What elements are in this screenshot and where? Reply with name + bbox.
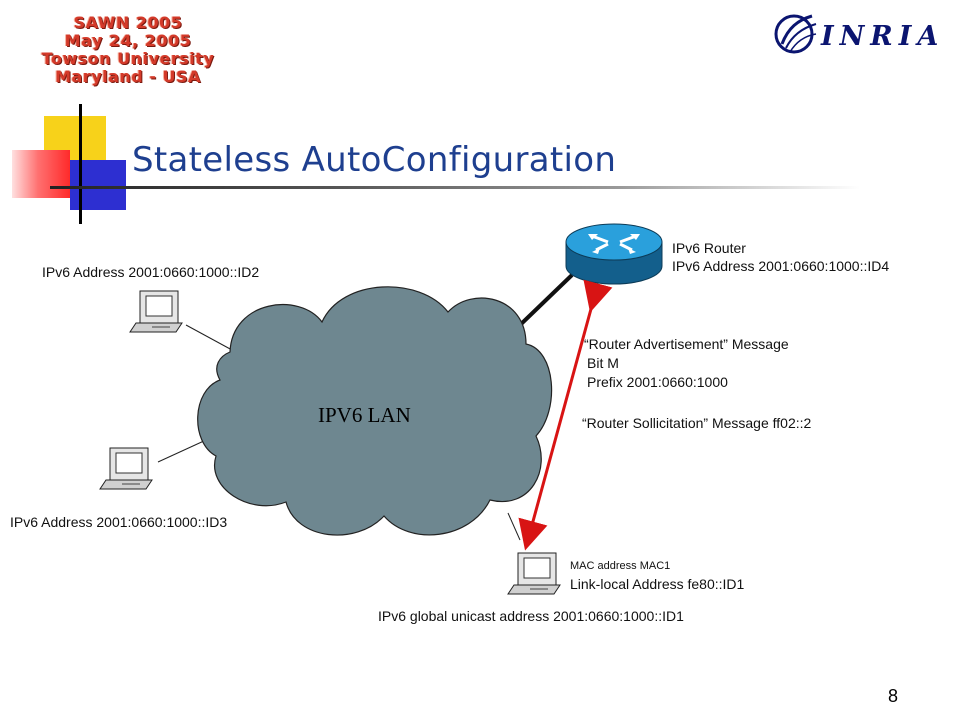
rs-message: “Router Sollicitation” Message ff02::2 [582, 415, 812, 431]
event-badge-line: May 24, 2005 [64, 31, 192, 50]
router-label: IPv6 Router [672, 240, 746, 256]
host-id2-label: IPv6 Address 2001:0660:1000::ID2 [42, 264, 260, 280]
page-number: 8 [888, 686, 899, 706]
computer-icon [130, 291, 182, 332]
computer-icon [100, 448, 152, 489]
ra-message-title: “Router Advertisement” Message [584, 336, 789, 352]
link-id1 [508, 513, 520, 540]
event-badge-line: Maryland - USA [55, 67, 201, 86]
global-address-label: IPv6 global unicast address 2001:0660:1000::ID1 [378, 608, 684, 624]
computer-icon [508, 553, 560, 594]
link-id3 [158, 440, 206, 462]
link-router [519, 275, 572, 326]
ra-message-bit: Bit M [587, 355, 619, 371]
event-badge-line: SAWN 2005 [73, 13, 183, 32]
event-badge-line: Towson University [41, 49, 215, 68]
lan-label: IPV6 LAN [318, 403, 411, 427]
ra-message-prefix: Prefix 2001:0660:1000 [587, 374, 728, 390]
page-title: Stateless AutoConfiguration [132, 140, 617, 180]
link-id2 [186, 325, 232, 350]
mac-address-label: MAC address MAC1 [570, 560, 671, 572]
host-id3-label: IPv6 Address 2001:0660:1000::ID3 [10, 514, 228, 530]
logo-text: INRIA [821, 21, 945, 52]
router-icon [566, 224, 662, 284]
router-address-label: IPv6 Address 2001:0660:1000::ID4 [672, 258, 890, 274]
link-local-label: Link-local Address fe80::ID1 [570, 576, 745, 592]
